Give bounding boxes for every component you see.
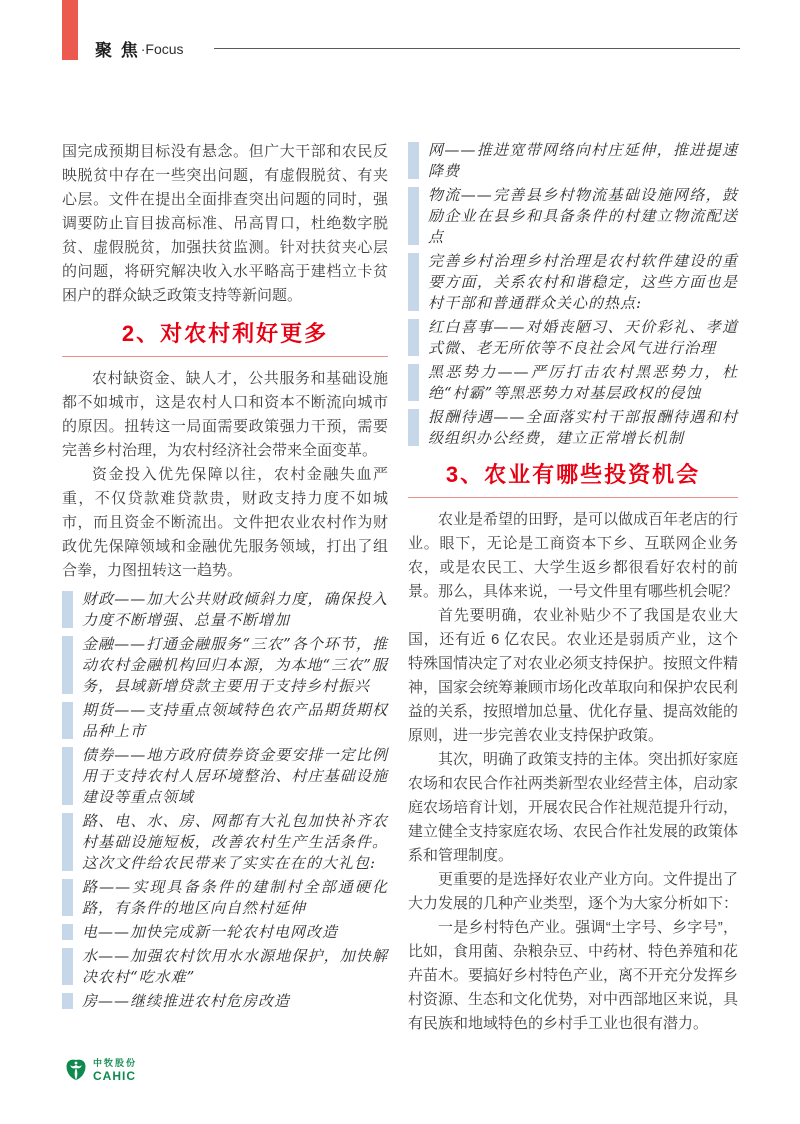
section2-bullet-list: [62, 589, 388, 1012]
right-bullet-list: [408, 140, 738, 449]
list-item: 路——实现具备条件的建制村全部通硬化路，有条件的地区向自然村延伸: [62, 877, 388, 919]
section-label-cn: 聚 焦: [95, 41, 140, 60]
list-item: 金融——打通金融服务“三农”各个环节，推动农村金融机构回归本源，为本地“三农”服务，县域新增贷款主要用于支持乡村振兴: [62, 634, 388, 697]
section2-heading: [62, 320, 388, 357]
publisher-name-cn: 中牧股份: [93, 1057, 138, 1068]
section3-heading: [408, 461, 738, 498]
section3-paragraphs: [408, 508, 738, 1036]
section2-title: 2、对农村利好更多: [121, 321, 329, 346]
list-item: 水——加强农村饮用水水源地保护，加快解决农村“吃水难”: [62, 946, 388, 988]
paragraph: 更重要的是选择好农业产业方向。文件提出了大力发展的几种产业类型，逐个为大家分析如下：: [408, 871, 739, 912]
list-item: 报酬待遇——全面落实村干部报酬待遇和村级组织办公经费，建立正常增长机制: [408, 407, 738, 449]
paragraph: 资金投入优先保障以往，农村金融失血严重，不仅贷款难贷款贵，财政支持力度不如城市，而且资金不断流出。文件把农业农村作为财政优先保障领域和金融优先服务领域，打出了组合拳，力图扭转这一趋势。: [62, 466, 388, 579]
section2-paragraphs: [62, 367, 388, 583]
list-item: 红白喜事——对婚丧陋习、天价彩礼、孝道式微、老无所依等不良社会风气进行治理: [408, 317, 738, 359]
left-column: [62, 140, 388, 1015]
list-item: 物流——完善县乡村物流基础设施网络，鼓励企业在县乡和具备条件的村建立物流配送点: [408, 185, 738, 248]
header-red-block: [62, 0, 78, 60]
list-item: 债券——地方政府债券资金要安排一定比例用于支持农村人居环境整治、村庄基础设施建设等重点领域: [62, 745, 388, 808]
list-item: 财政——加大公共财政倾斜力度，确保投入力度不断增强、总量不断增加: [62, 589, 388, 631]
list-item: 网——推进宽带网络向村庄延伸，推进提速降费: [408, 140, 738, 182]
section3-rule: [408, 497, 738, 498]
intro-paragraph: 国完成预期目标没有悬念。但广大干部和农民反映脱贫中存在一些突出问题，有虚假脱贫、有夹心层。文件在提出全面排查突出问题的同时，强调要防止盲目拔高标准、吊高胃口，杜绝数字脱贫、虚假脱贫，加强扶贫监测。针对扶贫夹心层的问题，将研究解决收入水平略高于建档立卡贫困户的群众缺乏政策支持等新问题。: [62, 143, 388, 304]
list-item: 路、电、水、房、网都有大礼包加快补齐农村基础设施短板，改善农村生产生活条件。这次文件给农民带来了实实在在的大礼包:: [62, 811, 388, 874]
section2-rule: [62, 356, 388, 357]
cahic-logo-icon: [64, 1058, 88, 1082]
right-column: [408, 140, 738, 1036]
publisher-logo: [64, 1058, 137, 1082]
section3-title: 3、农业有哪些投资机会: [445, 462, 701, 487]
paragraph: 农村缺资金、缺人才，公共服务和基础设施都不如城市，这是农村人口和资本不断流向城市的原因。扭转这一局面需要政策强力干预，需要完善乡村治理，为农村经济社会带来全面变革。: [62, 370, 388, 459]
list-item: 电——加快完成新一轮农村电网改造: [62, 922, 388, 943]
publisher-logo-text: [93, 1059, 137, 1082]
list-item: 期货——支持重点领域特色农产品期货期权品种上市: [62, 700, 388, 742]
paragraph: 农业是希望的田野，是可以做成百年老店的行业。眼下，无论是工商资本下乡、互联网企业务农，或是农民工、大学生返乡都很看好农村的前景。那么，具体来说，一号文件里有哪些机会呢？: [408, 511, 739, 600]
list-item: 房——继续推进农村危房改造: [62, 991, 388, 1012]
paragraph: 首先要明确，农业补贴少不了我国是农业大国，还有近 6 亿农民。农业还是弱质产业，这个特殊国情决定了对农业必须支持保护。按照文件精神，国家会统筹兼顾市场化改革取向和保护农民利益的关系，按照增加总量、优化存量、提高效能的原则，进一步完善农业支持保护政策。: [408, 607, 739, 744]
paragraph: 一是乡村特色产业。强调“土字号、乡字号”，比如，食用菌、杂粮杂豆、中药材、特色养殖和花卉苗木。要搞好乡村特色产业，离不开充分发挥乡村资源、生态和文化优势，对中西部地区来说，具有民族和地域特色的乡村手工业也很有潜力。: [408, 919, 739, 1032]
page-header: [95, 36, 740, 61]
paragraph: 其次，明确了政策支持的主体。突出抓好家庭农场和农民合作社两类新型农业经营主体，启动家庭农场培育计划，开展农民合作社规范提升行动，建立健全支持家庭农场、农民合作社发展的政策体系和管理制度。: [408, 751, 739, 864]
list-item: 完善乡村治理乡村治理是农村软件建设的重要方面，关系农村和谐稳定，这些方面也是村干部和普通群众关心的热点:: [408, 251, 738, 314]
section-label-en: ·Focus: [140, 40, 184, 57]
header-rule: [214, 48, 740, 49]
publisher-name-en: CAHIC: [93, 1068, 136, 1083]
list-item: 黑恶势力——严厉打击农村黑恶势力，杜绝“村霸”等黑恶势力对基层政权的侵蚀: [408, 362, 738, 404]
